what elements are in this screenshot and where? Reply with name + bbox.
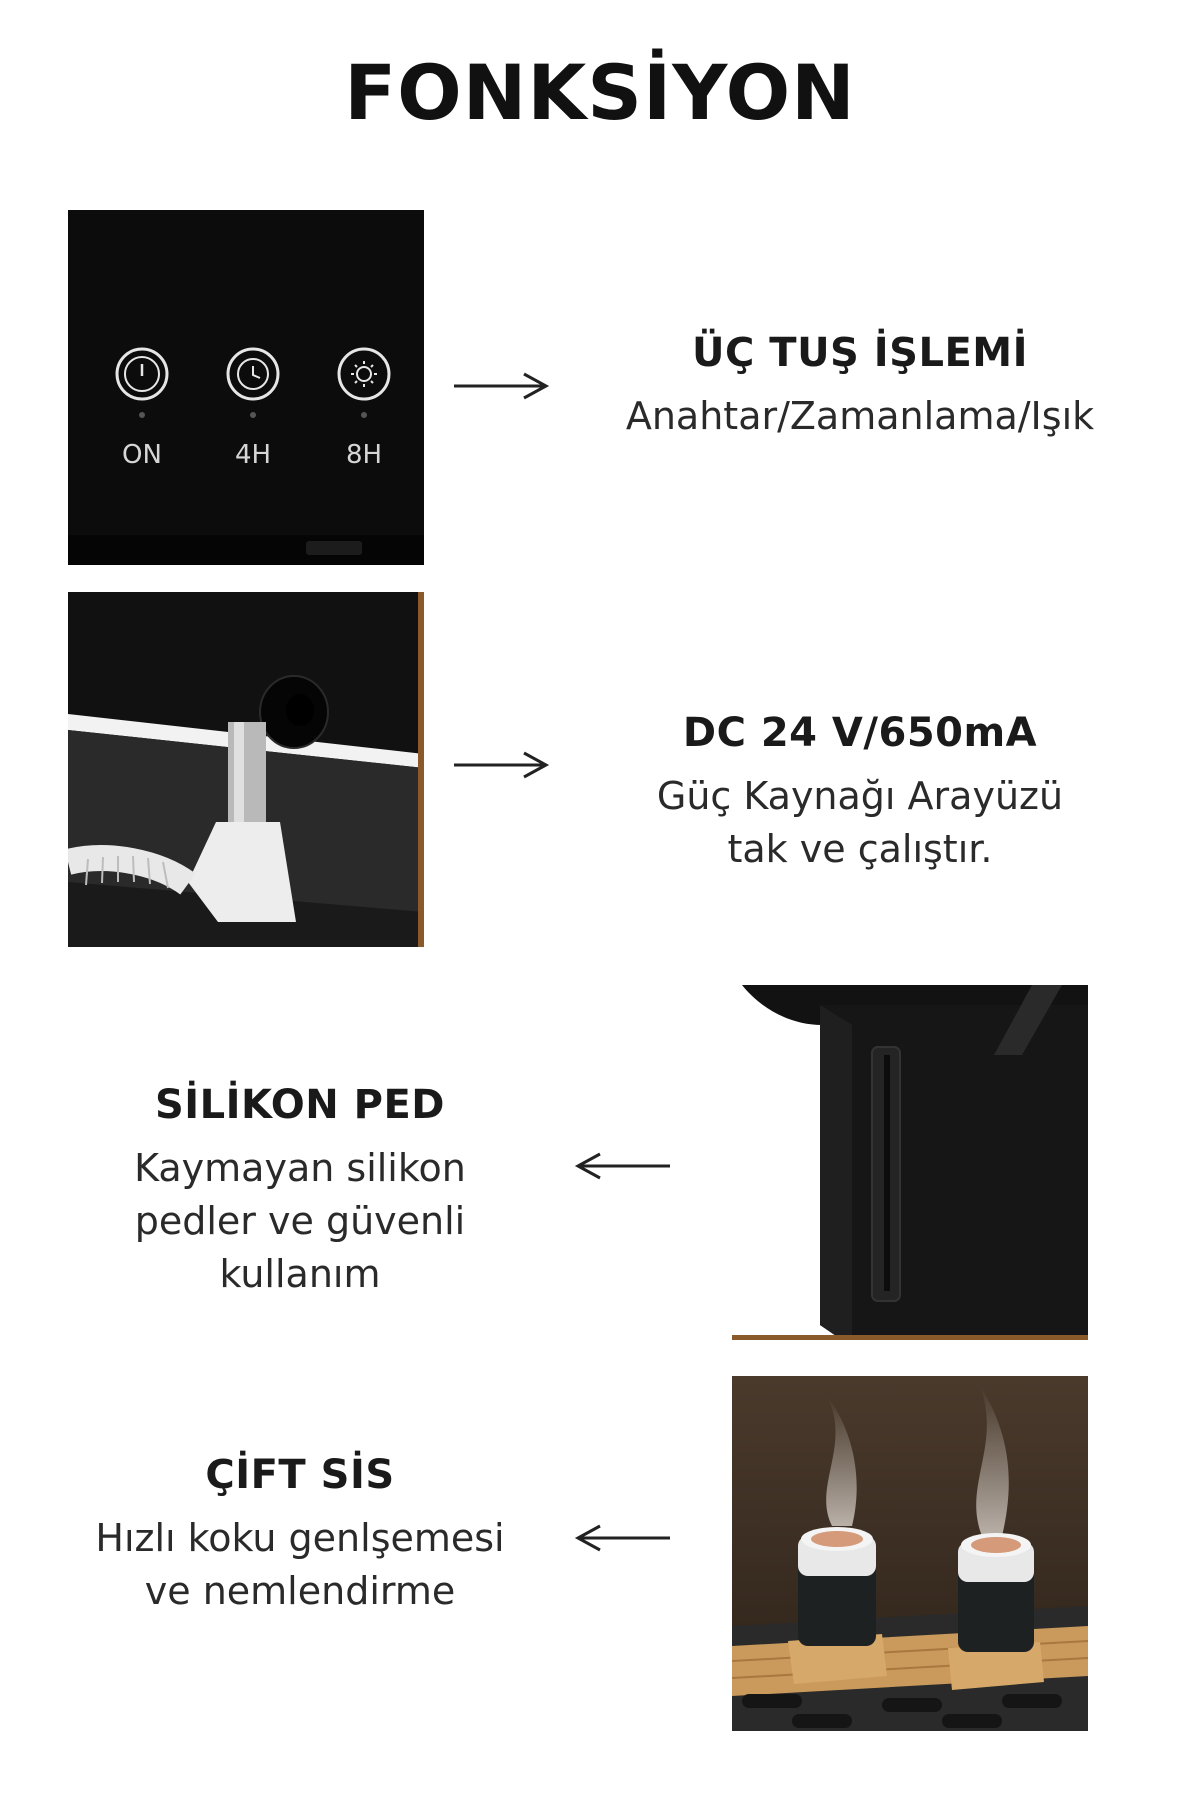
feature-heading: ÜÇ TUŞ İŞLEMİ bbox=[692, 330, 1028, 376]
feature-description: Kaymayan silikon pedler ve güvenli kullanım bbox=[134, 1146, 466, 1296]
button-label-on: ON bbox=[122, 440, 162, 470]
feature-description: Güç Kaynağı Arayüzü tak ve çalıştır. bbox=[656, 774, 1064, 871]
control-panel-photo bbox=[68, 210, 424, 565]
clock-icon[interactable] bbox=[225, 346, 281, 402]
feature-double-mist bbox=[40, 1452, 560, 1618]
double-mist-photo bbox=[732, 1376, 1088, 1731]
arrow-left-icon bbox=[572, 1518, 672, 1558]
arrow-left-icon bbox=[572, 1146, 672, 1186]
button-label-4h: 4H bbox=[234, 440, 272, 470]
arrow-right-icon bbox=[452, 745, 552, 785]
indicator-dot bbox=[250, 412, 256, 418]
power-icon[interactable] bbox=[114, 346, 170, 402]
feature-description: Hızlı koku genlşemesi ve nemlendirme bbox=[95, 1516, 505, 1613]
page-title: FONKSİYON bbox=[344, 48, 856, 137]
indicator-dot bbox=[139, 412, 145, 418]
feature-three-button bbox=[600, 330, 1120, 443]
feature-power-supply bbox=[600, 710, 1120, 876]
button-label-8h: 8H bbox=[345, 440, 383, 470]
feature-heading: DC 24 V/650mA bbox=[682, 710, 1038, 756]
silicone-pad-photo bbox=[732, 985, 1088, 1340]
indicator-dot bbox=[361, 412, 367, 418]
power-plug-photo bbox=[68, 592, 424, 947]
feature-heading: SİLİKON PED bbox=[154, 1082, 445, 1128]
feature-silicone-pad bbox=[40, 1082, 560, 1301]
feature-description: Anahtar/Zamanlama/Işık bbox=[625, 394, 1095, 438]
arrow-right-icon bbox=[452, 366, 552, 406]
sun-icon[interactable] bbox=[336, 346, 392, 402]
feature-heading: ÇİFT SİS bbox=[205, 1452, 395, 1498]
